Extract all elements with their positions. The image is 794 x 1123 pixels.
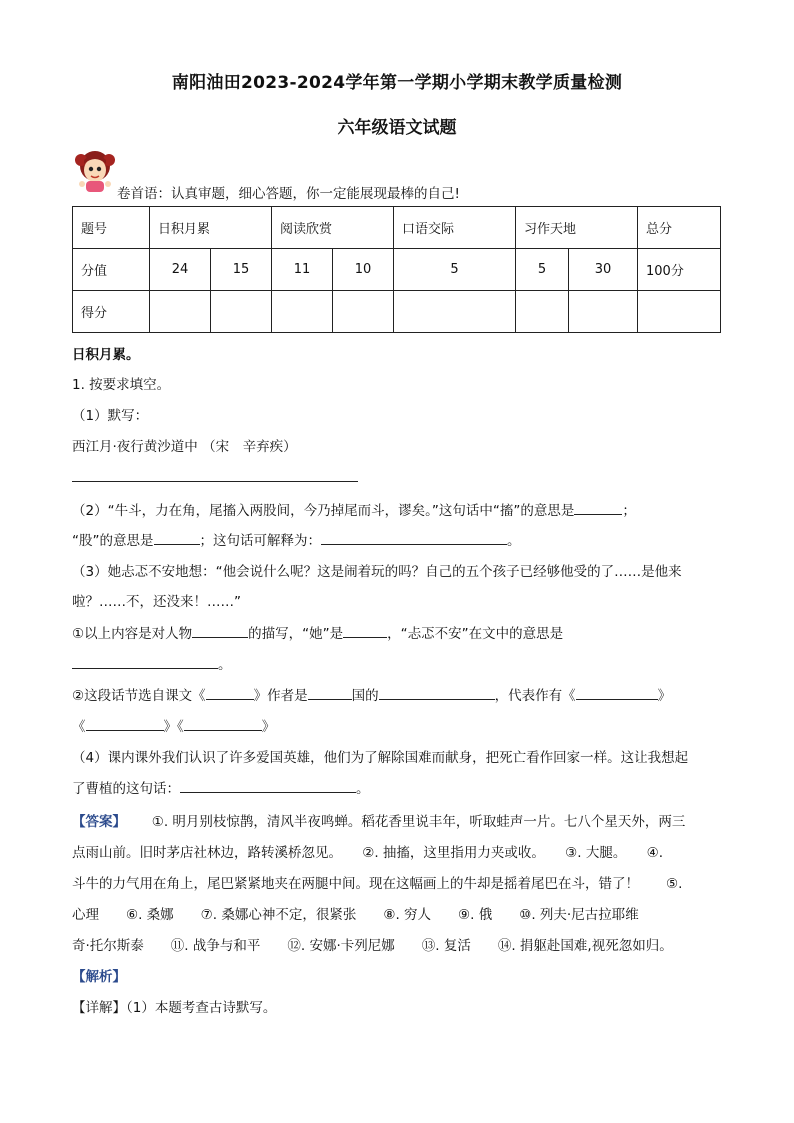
score-table [72,206,721,333]
question-text: 》作者是 [253,688,308,704]
answer-line-4: 心理 ⑥. 桑娜 ⑦. 桑娜心神不定，很紧张 ⑧. 穷人 ⑨. 俄 ⑩. 列夫·尼古拉耶维 [72,907,639,923]
answer-blank[interactable] [192,623,248,638]
punctuation: 》 [261,719,276,735]
table-cell: 24 [150,249,211,291]
table-cell [394,291,516,333]
question-text: 的描写，“她”是 [248,626,344,642]
table-row [73,249,721,291]
table-cell: 分值 [73,249,150,291]
answer-line-3: 斗牛的力气用在角上，尾巴紧紧地夹在两腿中间。现在这幅画上的牛却是摇着尾巴在斗，错了！ ⑤. [72,876,683,892]
table-cell [638,291,721,333]
punctuation: 。 [218,657,232,673]
answer-blank[interactable] [576,685,658,700]
answer-blank[interactable] [72,481,358,482]
question-1-4-cont [72,777,370,797]
question-text: ；这句话可解释为： [199,533,321,549]
question-1-2-cont [72,529,521,549]
table-cell: 10 [333,249,394,291]
question-text: 国的 [351,688,379,704]
punctuation: 。 [507,533,521,549]
table-cell: 习作天地 [516,207,638,249]
question-1-1: （1）默写： [72,408,149,424]
answer-text: ①. 明月别枝惊鹊，清风半夜鸣蝉。稻花香里说丰年，听取蛙声一片。七八个星天外，两三 [151,814,686,830]
table-cell: 题号 [73,207,150,249]
table-cell [569,291,638,333]
answer-blank[interactable] [343,623,387,638]
table-cell: 口语交际 [394,207,516,249]
exam-subtitle: 六年级语文试题 [337,118,457,138]
detail-text: （1）本题考查古诗默写。 [126,1000,277,1016]
cartoon-girl-icon [72,148,118,194]
table-cell [272,291,333,333]
detail-line [72,996,276,1016]
answer-tag: 【答案】 [72,814,126,830]
table-cell: 100分 [638,249,721,291]
question-1-3-part1 [72,622,563,642]
table-cell: 5 [516,249,569,291]
table-cell: 得分 [73,291,150,333]
question-1-2 [72,499,636,519]
table-cell: 11 [272,249,333,291]
question-text: ，“忐忑不安”在文中的意思是 [387,626,564,642]
question-text: 了曹植的这句话： [72,781,180,797]
poem-title: 西江月·夜行黄沙道中 （宋 辛弃疾） [72,439,297,455]
answer-blank[interactable] [206,685,254,700]
motto-text: 卷首语：认真审题，细心答题，你一定能展现最棒的自己! [117,186,460,202]
question-1-3-part2-cont [72,715,275,735]
punctuation: 》 [657,688,672,704]
analysis-tag: 【解析】 [72,969,126,985]
question-1-3: （3）她忐忑不安地想：“他会说什么呢？这是闹着玩的吗？自己的五个孩子已经够他受的了……是他来 [72,564,682,580]
exam-title: 南阳油田2023-2024学年第一学期小学期末教学质量检测 [171,73,623,93]
table-cell [211,291,272,333]
table-cell [333,291,394,333]
table-cell: 15 [211,249,272,291]
section-heading: 日积月累。 [72,347,140,363]
answer-blank[interactable] [72,654,218,669]
table-cell [150,291,211,333]
question-text: “股”的意思是 [72,533,154,549]
table-row [73,291,721,333]
answer-blank[interactable] [154,530,200,545]
answer-blank[interactable] [180,778,356,793]
answer-blank[interactable] [184,716,262,731]
table-cell: 日积月累 [150,207,272,249]
answer-blank[interactable] [321,530,507,545]
question-1-3-part2 [72,684,671,704]
answer-line-2: 点雨山前。旧时茅店社林边，路转溪桥忽见。 ②. 抽搐，这里指用力夹或收。 ③. 大腿。 ④. [72,845,664,861]
detail-tag: 【详解】 [72,1000,126,1016]
table-cell: 阅读欣赏 [272,207,394,249]
table-row [73,207,721,249]
punctuation: 》《 [163,719,184,735]
answer-line-1 [72,810,685,830]
table-cell [516,291,569,333]
punctuation: 。 [356,781,370,797]
question-1: 1. 按要求填空。 [72,377,171,393]
table-cell: 总分 [638,207,721,249]
question-text: ①以上内容是对人物 [72,626,193,642]
answer-blank[interactable] [308,685,352,700]
question-text: ②这段话节选自课文《 [72,688,206,704]
table-cell: 30 [569,249,638,291]
question-1-3-cont: 啦？……不，还没来！……” [72,594,241,610]
punctuation: ； [622,503,636,519]
answer-blank[interactable] [574,500,622,515]
answer-blank[interactable] [379,685,495,700]
table-cell: 5 [394,249,516,291]
question-1-3-part1-cont [72,653,232,673]
punctuation: 《 [72,719,86,735]
answer-line-5: 奇·托尔斯泰 ⑪. 战争与和平 ⑫. 安娜·卡列尼娜 ⑬. 复活 ⑭. 捐躯赴国难,视死忽如归。 [72,938,673,954]
question-text: （2）“牛斗，力在角，尾搐入两股间，今乃掉尾而斗，谬矣。”这句话中“搐”的意思是 [72,503,575,519]
question-text: ，代表作有《 [494,688,576,704]
answer-blank[interactable] [86,716,164,731]
question-1-4: （4）课内课外我们认识了许多爱国英雄，他们为了解除国难而献身，把死亡看作回家一样。这让我想起 [72,750,689,766]
